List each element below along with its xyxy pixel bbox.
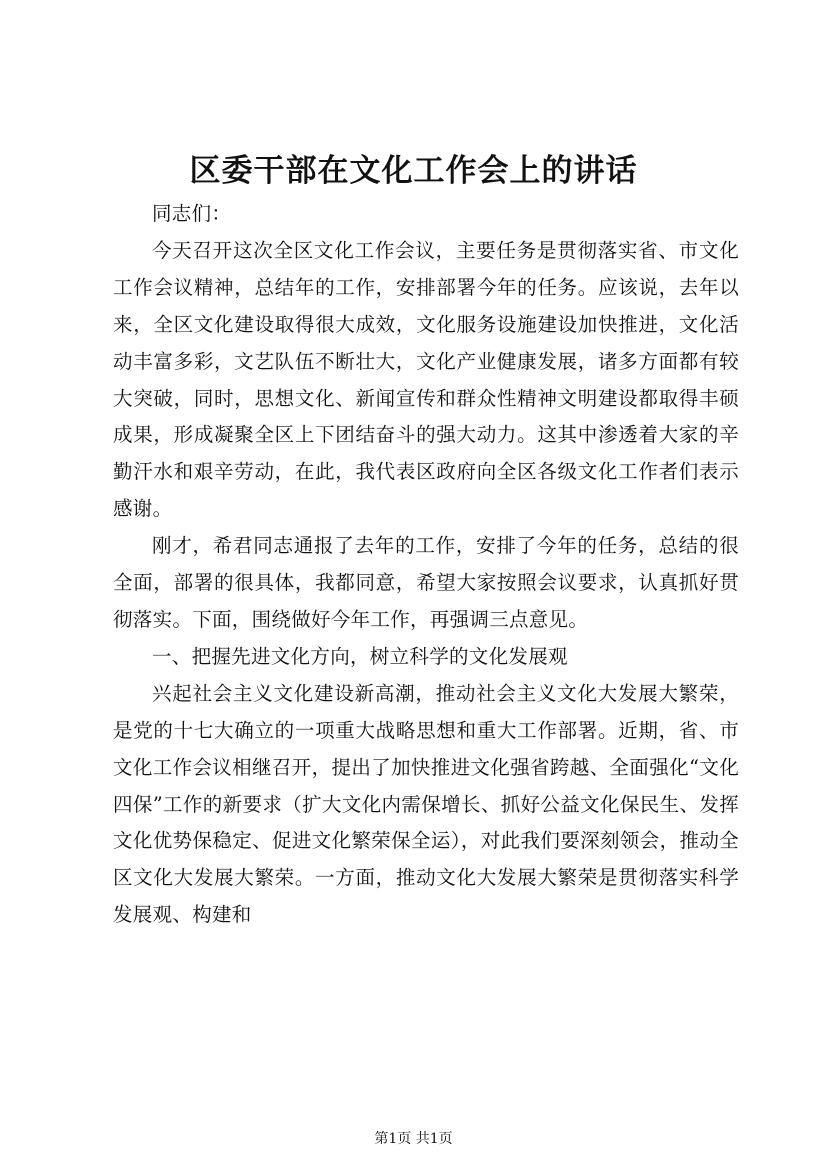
document-body	[113, 196, 739, 934]
page-footer: 第1页 共1页	[374, 1131, 453, 1147]
section-heading-1: 一、把握先进文化方向，树立科学的文化发展观	[152, 644, 568, 668]
paragraph-opening: 今天召开这次全区文化工作会议，主要任务是贯彻落实省、市文化工作会议精神，总结年的工作，安排部署今年的任务。应该说，去年以来，全区文化建设取得很大成效，文化服务设施建设加快推进，文化活动丰富多彩，文艺队伍不断壮大，文化产业健康发展，诸多方面都有较大突破，同时，思想文化、新闻宣传和群众性精神文明建设都取得丰硕成果，形成凝聚全区上下团结奋斗的强大动力。这其中渗透着大家的辛勤汗水和艰辛劳动，在此，我代表区政府向全区各级文化工作者们表示感谢。	[113, 238, 739, 521]
paragraph-salutation: 同志们：	[152, 202, 232, 225]
document-title: 区委干部在文化工作会上的讲话	[189, 153, 638, 189]
paragraph-section-1: 兴起社会主义文化建设新高潮，推动社会主义文化大发展大繁荣，是党的十七大确立的一项重大战略思想和重大工作部署。近期，省、市文化工作会议相继召开，提出了加快推进文化强省跨越、全面强化“文化四保”工作的新要求（扩大文化内需保增长、抓好公益文化保民生、发挥文化优势保稳定、促进文化繁荣保全运），对此我们要深刻领会，推动全区文化大发展大繁荣。一方面，推动文化大发展大繁荣是贯彻落实科学发展观、构建和	[113, 681, 739, 927]
paragraph-response: 刚才，希君同志通报了去年的工作，安排了今年的任务，总结的很全面，部署的很具体，我都同意，希望大家按照会议要求，认真抓好贯彻落实。下面，围绕做好今年工作，再强调三点意见。	[113, 534, 739, 631]
